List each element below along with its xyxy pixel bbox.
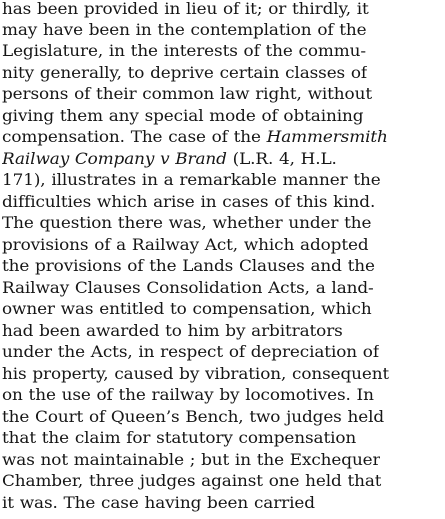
text-line (2, 236, 369, 254)
citation-text: (L.R. 4, H.L. (226, 150, 337, 168)
text-line (2, 279, 374, 297)
line-text: on the use of the railway by locomotives. In (2, 386, 374, 404)
text-line (2, 107, 363, 125)
line-text: difficulties which arise in cases of this kind. (2, 193, 376, 211)
line-text: persons of their common law right, without (2, 85, 372, 103)
text-line (2, 494, 315, 512)
line-text: the Court of Queen’s Bench, two judges held (2, 408, 385, 426)
line-text: was not maintainable ; but in the Exchequer (2, 451, 381, 469)
line-text: giving them any special mode of obtaining (2, 107, 364, 125)
line-text: had been awarded to him by arbitrators (2, 322, 343, 340)
text-line (2, 386, 374, 404)
line-text: Chamber, three judges against one held that (2, 472, 382, 490)
line-text: that the claim for statutory compensation (2, 429, 357, 447)
text-line (2, 171, 381, 189)
text-line (2, 150, 337, 168)
text-line (2, 42, 366, 60)
text-line (2, 300, 372, 318)
case-name-italic: Railway Company v Brand (2, 150, 227, 168)
text-line (2, 21, 367, 39)
line-text: has been provided in lieu of it; or thirdly, it (2, 0, 369, 18)
line-text: The question there was, whether under the (2, 214, 372, 232)
text-line (2, 451, 380, 469)
line-text: owner was entitled to compensation, which (2, 300, 372, 318)
line-text: his property, caused by vibration, consequent (2, 365, 390, 383)
line-text: under the Acts, in respect of depreciation of (2, 343, 379, 361)
text-line (2, 257, 375, 275)
line-text: compensation. The case of the (2, 128, 267, 146)
line-text: it was. The case having been carried (2, 494, 315, 512)
text-line (2, 0, 369, 18)
text-line (2, 322, 343, 340)
line-text: the provisions of the Lands Clauses and the (2, 257, 375, 275)
text-line (2, 64, 367, 82)
line-text: may have been in the contemplation of the (2, 21, 367, 39)
line-text: Railway Clauses Consolidation Acts, a land- (2, 279, 374, 297)
line-text: 171), illustrates in a remarkable manner the (2, 171, 381, 189)
text-line (2, 128, 388, 146)
line-text: provisions of a Railway Act, which adopted (2, 236, 369, 254)
text-line (2, 343, 379, 361)
text-line (2, 214, 371, 232)
case-name-italic: Hammersmith (266, 128, 388, 146)
text-line (2, 85, 372, 103)
text-line (2, 365, 389, 383)
text-line (2, 429, 356, 447)
text-line (2, 193, 375, 211)
text-line (2, 472, 381, 490)
line-text: Legislature, in the interests of the commu- (2, 42, 366, 60)
text-line (2, 408, 384, 426)
line-text: nity generally, to deprive certain classes of (2, 64, 368, 82)
